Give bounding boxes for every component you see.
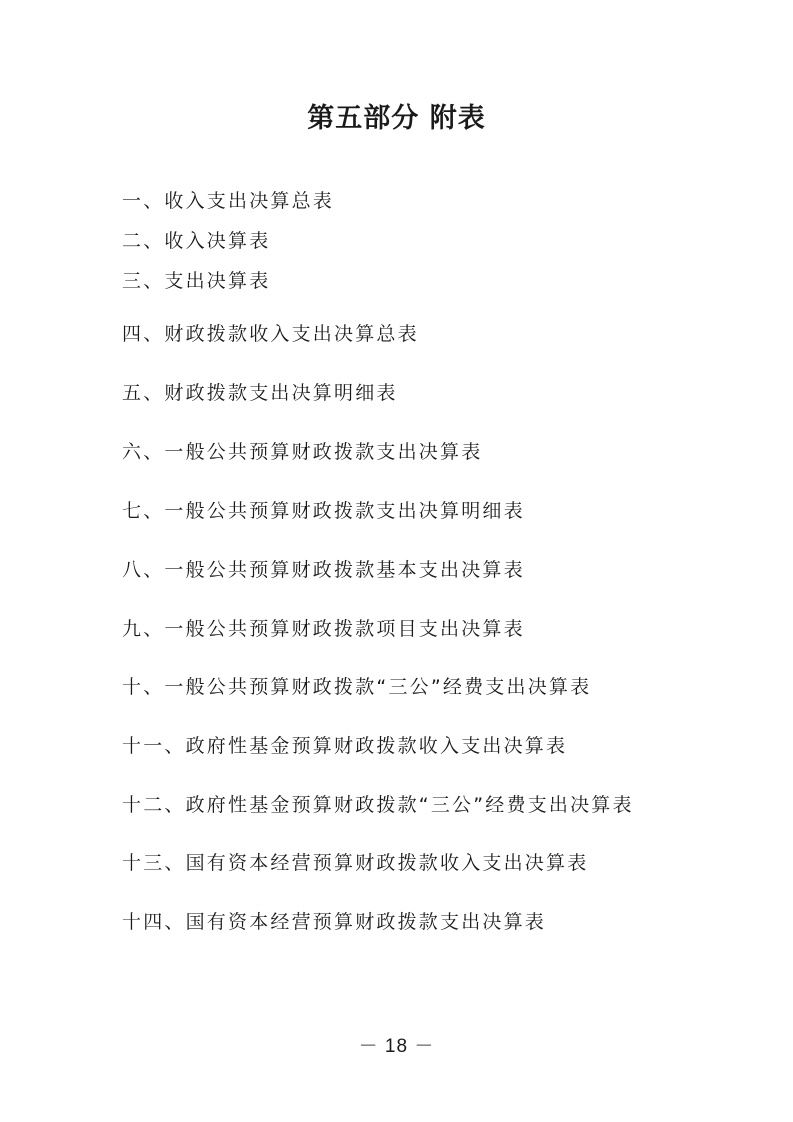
list-item: 十二、政府性基金预算财政拨款“三公”经费支出决算表 [122, 794, 634, 816]
list-item: 八、一般公共预算财政拨款基本支出决算表 [122, 559, 525, 581]
page-title: 第五部分 附表 [307, 103, 486, 134]
list-item: 三、支出决算表 [122, 270, 271, 292]
page-number: － 18 － [358, 1036, 435, 1057]
list-item: 一、收入支出决算总表 [122, 190, 335, 212]
list-item: 十三、国有资本经营预算财政拨款收入支出决算表 [122, 852, 589, 874]
list-item: 十一、政府性基金预算财政拨款收入支出决算表 [122, 735, 568, 757]
list-item: 五、财政拨款支出决算明细表 [122, 382, 398, 404]
list-item: 十、一般公共预算财政拨款“三公”经费支出决算表 [122, 676, 592, 698]
list-item: 六、一般公共预算财政拨款支出决算表 [122, 441, 483, 463]
list-item: 四、财政拨款收入支出决算总表 [122, 323, 419, 345]
list-item: 七、一般公共预算财政拨款支出决算明细表 [122, 500, 525, 522]
list-item: 二、收入决算表 [122, 230, 271, 252]
list-item: 十四、国有资本经营预算财政拨款支出决算表 [122, 911, 547, 933]
list-item: 九、一般公共预算财政拨款项目支出决算表 [122, 618, 525, 640]
